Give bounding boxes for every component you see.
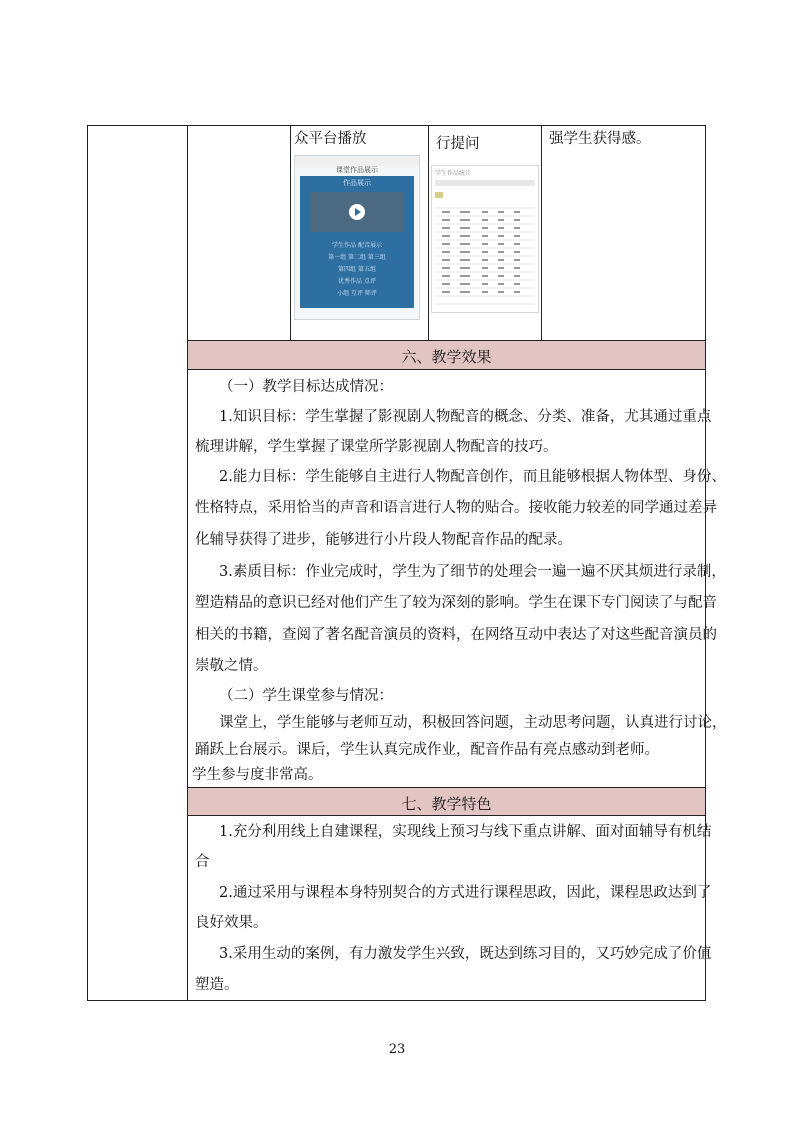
- phone-screenshot-image: [294, 155, 420, 320]
- section-7-title: 七、教学特色: [401, 795, 492, 813]
- phone-line-2: 第一组 第二组 第三组: [328, 254, 386, 261]
- page-number: 23: [388, 1042, 406, 1057]
- phone-content-area: [300, 176, 414, 308]
- table-border-left: [87, 125, 88, 1001]
- spreadsheet-screenshot-image: [431, 165, 539, 313]
- knowledge-goal-line-1: 1.知识目标：学生掌握了影视剧人物配音的概念、分类、准备，尤其通过重点: [219, 409, 712, 425]
- phone-line-5: 小组 互评 师评: [337, 290, 377, 297]
- participation-line-3: 学生参与度非常高。: [192, 767, 323, 783]
- ability-goal-line-2: 性格特点，采用恰当的声音和语言进行人物的贴合。接收能力较差的同学通过差异: [195, 500, 717, 516]
- section-7-header-bottom: [187, 815, 706, 816]
- spreadsheet-caption: 学生作品统计: [435, 170, 472, 177]
- phone-line-1: 学生作品 配音展示: [332, 242, 382, 249]
- top-row-divider-3: [541, 125, 542, 340]
- feature-1-line-1: 1.充分利用线上自建课程，实现线上预习与线下重点讲解、面对面辅导有机结: [219, 824, 712, 840]
- quality-goal-line-2: 塑造精品的意识已经对他们产生了较为深刻的影响。学生在课下专门阅读了与配音: [195, 595, 717, 611]
- participation-line-2: 踊跃上台展示。课后，学生认真完成作业，配音作品有亮点感动到老师。: [195, 742, 659, 758]
- section-7-header: [188, 788, 705, 815]
- feature-1-line-2: 合: [195, 854, 210, 870]
- feature-2-line-2: 良好效果。: [195, 915, 268, 931]
- section-6-subheading-2: （二）学生课堂参与情况：: [219, 688, 393, 704]
- feature-2-line-1: 2.通过采用与课程本身特别契合的方式进行课程思政，因此，课程思政达到了: [219, 885, 712, 901]
- phone-title: 课堂作品展示: [336, 166, 378, 174]
- table-column-divider: [187, 125, 188, 1001]
- knowledge-goal-line-2: 梳理讲解，学生掌握了课堂所学影视剧人物配音的技巧。: [195, 439, 558, 455]
- section-6-subheading-1: （一）教学目标达成情况：: [219, 379, 393, 395]
- video-thumbnail: [310, 192, 404, 232]
- table-border-bottom: [87, 1000, 706, 1001]
- top-row-divider-2: [428, 125, 429, 340]
- phone-line-4: 优秀作品 点评: [338, 278, 376, 285]
- section-6-header-bottom: [187, 369, 706, 370]
- quality-goal-line-4: 崇敬之情。: [195, 658, 268, 674]
- spreadsheet-grid: [432, 178, 538, 310]
- top-row-cell-1-text: 众平台播放: [294, 131, 367, 147]
- section-6-header: [188, 341, 705, 369]
- participation-line-1: 课堂上，学生能够与老师互动，积极回答问题，主动思考问题，认真进行讨论，: [219, 715, 727, 731]
- top-row-cell-2-text: 行提问: [436, 136, 480, 152]
- phone-heading: 作品展示: [343, 179, 371, 187]
- table-border-top: [87, 125, 706, 126]
- quality-goal-line-1: 3.素质目标：作业完成时，学生为了细节的处理会一遍一遍不厌其烦进行录制，: [219, 564, 726, 580]
- play-icon[interactable]: [349, 204, 365, 220]
- ability-goal-line-3: 化辅导获得了进步，能够进行小片段人物配音作品的配录。: [195, 532, 572, 548]
- section-6-title: 六、教学效果: [401, 348, 492, 366]
- quality-goal-line-3: 相关的书籍，查阅了著名配音演员的资料，在网络互动中表达了对这些配音演员的: [195, 627, 717, 643]
- top-row-cell-3-text: 强学生获得感。: [549, 131, 651, 147]
- feature-3-line-1: 3.采用生动的案例，有力激发学生兴致，既达到练习目的，又巧妙完成了价值: [219, 946, 712, 962]
- top-row-divider-1: [290, 125, 291, 340]
- feature-3-line-2: 塑造。: [195, 977, 239, 993]
- phone-line-3: 第四组 第五组: [338, 266, 376, 273]
- ability-goal-line-1: 2.能力目标：学生能够自主进行人物配音创作，而且能够根据人物体型、身份、: [219, 469, 726, 485]
